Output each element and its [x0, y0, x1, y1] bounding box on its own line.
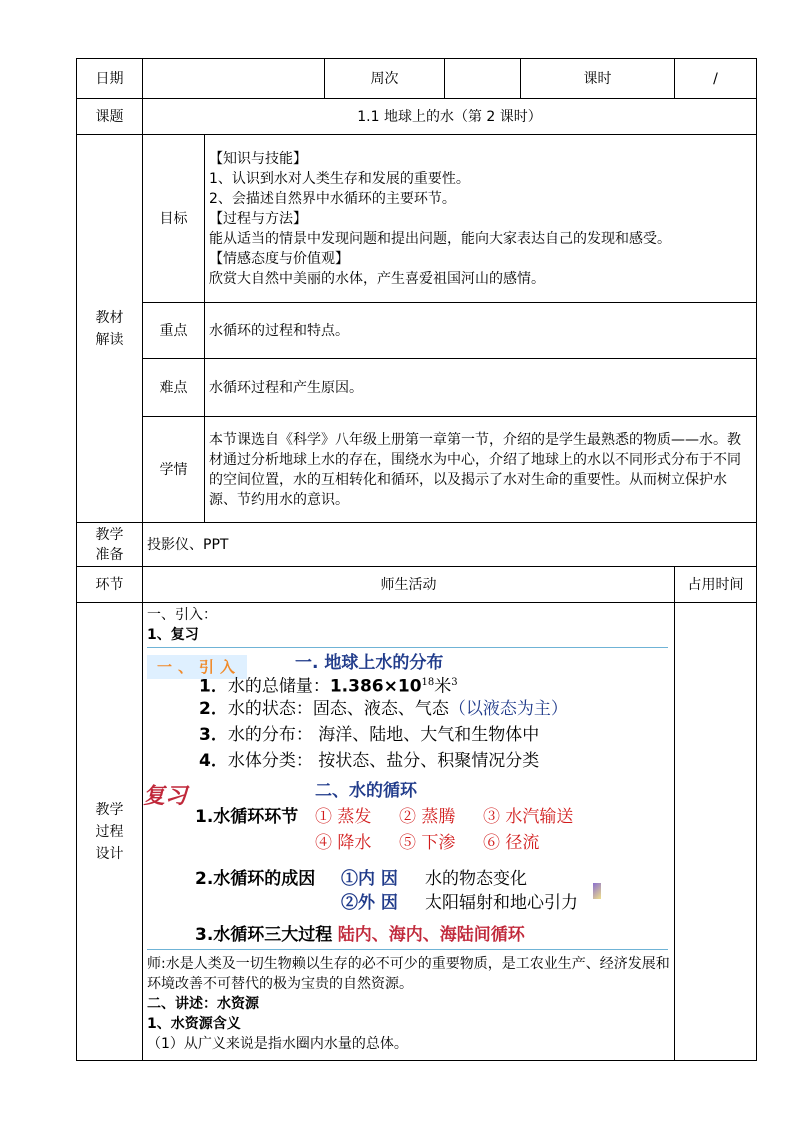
line-text: 水的总储量： [227, 676, 330, 697]
week-value [445, 59, 521, 99]
line-note: （以液态为主） [448, 699, 568, 719]
line-number: 1． [199, 676, 228, 697]
slide-line-1 [199, 673, 458, 697]
line-unit: 米 [434, 676, 452, 697]
goals-label: 目标 [143, 135, 205, 303]
prep-row [77, 523, 757, 567]
textbook-label [77, 135, 143, 523]
topic-label: 课题 [77, 99, 143, 135]
key-value: 水循环的过程和特点。 [205, 303, 757, 359]
activity-header: 师生活动 [143, 567, 675, 603]
cycle-step-transpiration: ② 蒸腾 [399, 807, 456, 827]
slide-decoration [593, 883, 601, 899]
intro-heading: 一、引入： [147, 607, 217, 623]
process-content [143, 603, 675, 1061]
situation-value: 本节课选自《科学》八年级上册第一章第一节，介绍的是学生最熟悉的物质——水。教材通过分析地球上水的存在，围绕水为中心，介绍了地球上的水以不同形式分布于不同的空间位置，水的互相转化和循环，以及揭示了水对生命的重要性。从而树立保护水源、节约用水的意识。 [205, 417, 757, 523]
cause-internal: ①内 因 [341, 869, 398, 889]
cycle-label: 2.水循环的成因 [195, 869, 316, 889]
slide-intro-tag: 一、引入 [147, 655, 247, 679]
week-label: 周次 [325, 59, 445, 99]
line-value: 1.386×10 [329, 676, 422, 697]
line-number: 2． [199, 699, 228, 719]
line-text: 水的状态：固态、液态、气态 [227, 699, 449, 719]
goals-line: 【情感态度与价值观】 [209, 250, 349, 267]
key-label: 重点 [143, 303, 205, 359]
cycle-step-vapor-transport: ③ 水汽输送 [483, 807, 574, 827]
slide-review-tag: 复习 [143, 784, 188, 809]
goals-line: 2、会描述自然界中水循环的主要环节。 [209, 190, 456, 207]
period-label: 课时 [521, 59, 675, 99]
slide-cycle-1 [195, 807, 298, 827]
review-heading: 1、复习 [147, 627, 199, 643]
cycle-step-runoff: ⑥ 径流 [483, 833, 540, 853]
stage-header: 环节 [77, 567, 143, 603]
prep-label [77, 523, 143, 567]
difficult-row [77, 359, 757, 417]
teacher-text: 师:水是人类及一切生物赖以生存的必不可少的重要物质，是工农业生产、经济发展和环境改善不可替代的极为宝贵的自然资源。 [147, 956, 670, 992]
line-exponent: 18 [421, 677, 435, 688]
slide-cycle-3 [195, 925, 525, 945]
slide-top-rule [147, 647, 668, 648]
cause-internal-text: 水的物态变化 [425, 869, 527, 889]
header-row [77, 59, 757, 99]
process-row [77, 603, 757, 1061]
slide-line-3 [199, 725, 539, 745]
textbook-label-text: 教材解读 [95, 309, 124, 348]
goals-row [77, 135, 757, 303]
lesson-plan-table [76, 58, 757, 1061]
topic-row [77, 99, 757, 135]
goals-line: 【过程与方法】 [209, 210, 307, 227]
line-text: 水体分类： 按状态、盐分、积聚情况分类 [227, 751, 540, 771]
cycle-label: 1.水循环环节 [195, 807, 299, 827]
prep-value: 投影仪、PPT [143, 523, 757, 567]
slide-title-cycle: 二、水的循环 [315, 781, 417, 801]
date-label: 日期 [77, 59, 143, 99]
slide-cycle-2 [195, 869, 315, 889]
cycle-step-precipitation: ④ 降水 [315, 833, 372, 853]
key-row [77, 303, 757, 359]
line-unit-exponent: 3 [451, 677, 458, 688]
line-number: 3． [199, 725, 228, 745]
cycle-label: 3.水循环三大过程 [195, 925, 333, 945]
section-water-resources-meaning: 1、水资源含义 [147, 1016, 241, 1032]
cycle-step-evaporation: ① 蒸发 [315, 807, 372, 827]
slide-bottom-rule [147, 949, 668, 950]
time-header: 占用时间 [675, 567, 757, 603]
period-value: / [675, 59, 757, 99]
columns-row [77, 567, 757, 603]
date-value [143, 59, 325, 99]
item-broad-definition: （1）从广义来说是指水圈内水量的总体。 [147, 1036, 408, 1052]
situation-label: 学情 [143, 417, 205, 523]
review-slide [143, 647, 674, 950]
slide-line-4 [199, 751, 539, 771]
situation-row [77, 417, 757, 523]
line-text: 水的分布： 海洋、陆地、大气和生物体中 [227, 725, 540, 745]
difficult-label: 难点 [143, 359, 205, 417]
process-label [77, 603, 143, 1061]
cause-external-text: 太阳辐射和地心引力 [425, 893, 578, 913]
section-water-resources: 二、讲述：水资源 [147, 996, 259, 1012]
goals-line: 【知识与技能】 [209, 150, 307, 167]
cycle-step-infiltration: ⑤ 下渗 [399, 833, 456, 853]
goals-line: 能从适当的情景中发现问题和提出问题，能向大家表达自己的发现和感受。 [209, 230, 671, 247]
slide-line-2 [199, 699, 568, 719]
difficult-value: 水循环过程和产生原因。 [205, 359, 757, 417]
cycle-process-value: 陆内、海内、海陆间循环 [337, 925, 525, 945]
prep-label-text: 教学准备 [95, 526, 124, 563]
process-time [675, 603, 757, 1061]
cause-external: ②外 因 [341, 893, 398, 913]
goals-line: 欣赏大自然中美丽的水体，产生喜爱祖国河山的感情。 [209, 270, 545, 287]
line-number: 4． [199, 751, 228, 771]
goals-line: 1、认识到水对人类生存和发展的重要性。 [209, 170, 470, 187]
slide-title-distribution: 一. 地球上水的分布 [295, 653, 444, 673]
topic-value: 1.1 地球上的水（第 2 课时） [143, 99, 757, 135]
goals-content [205, 135, 757, 303]
process-label-text: 教学过程设计 [95, 801, 124, 862]
